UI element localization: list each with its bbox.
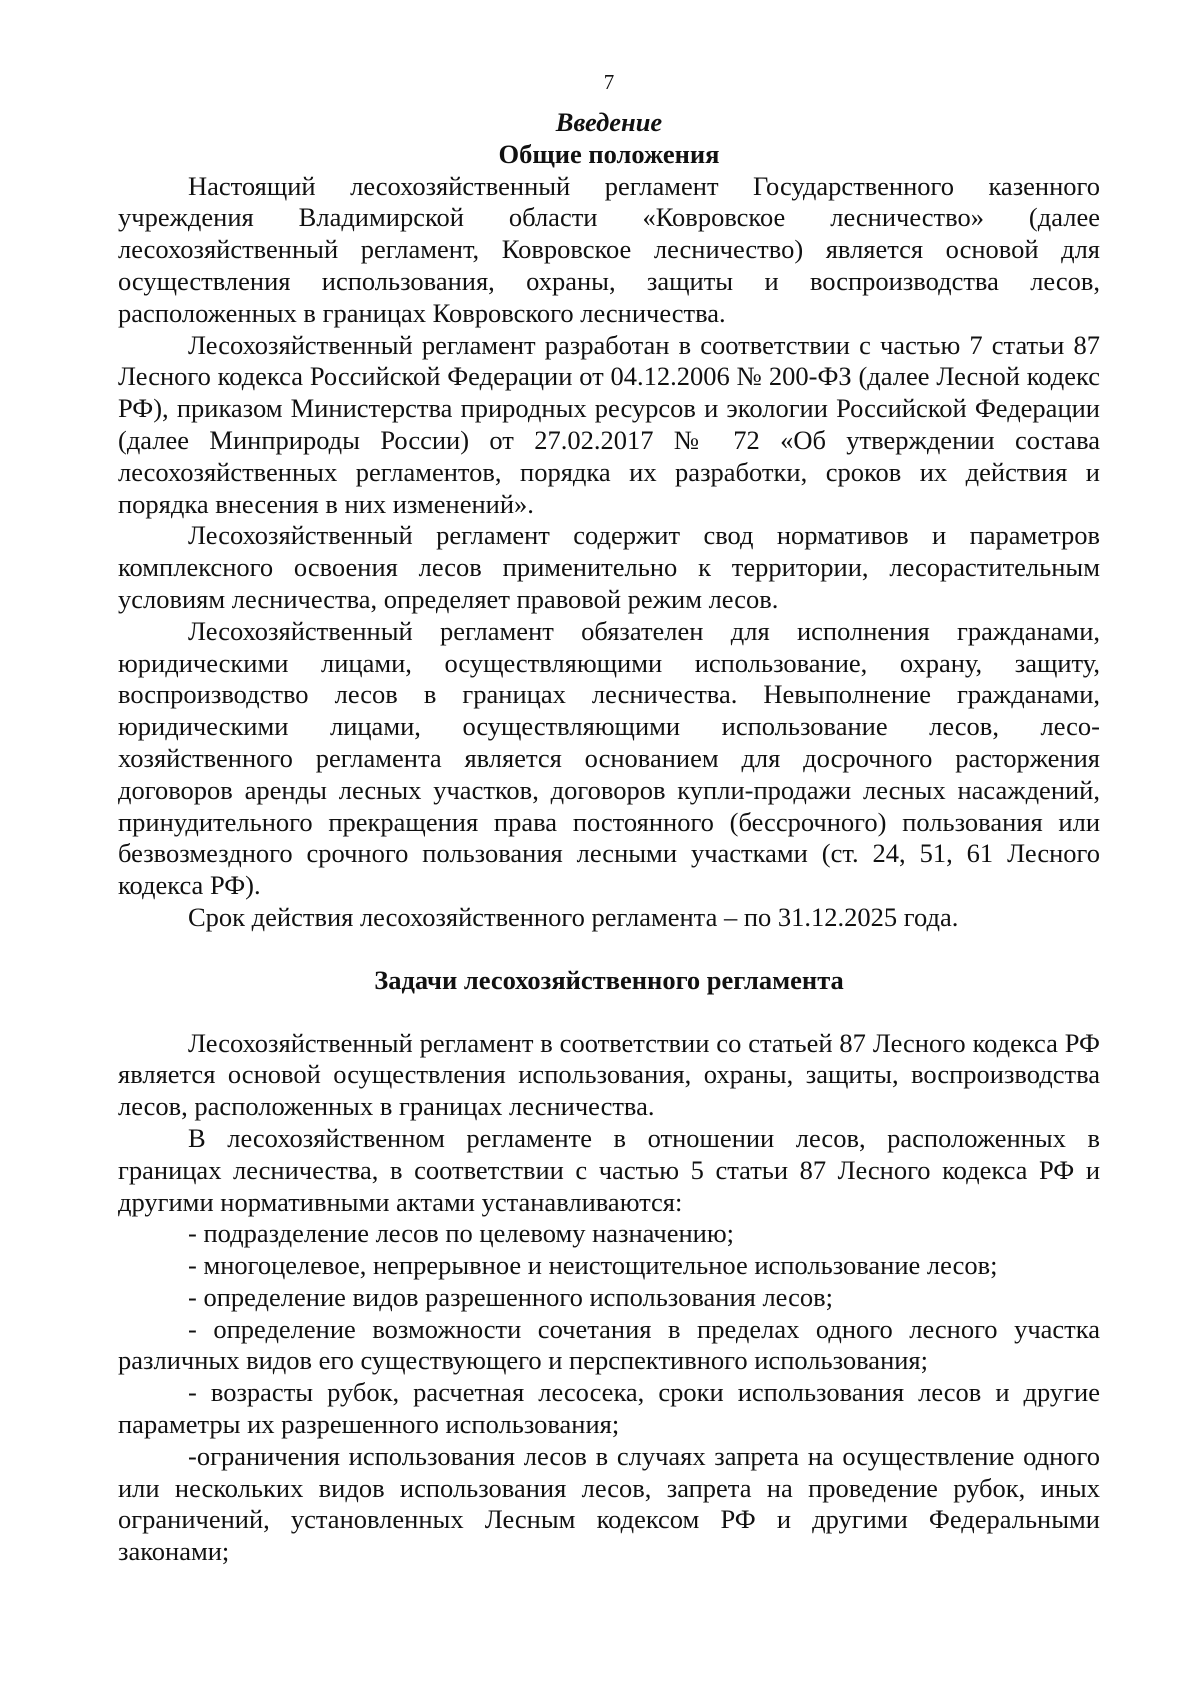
section-heading-general: Общие положения	[498, 138, 720, 169]
paragraph: Лесохозяйственный регламент в соответствии со статьей 87 Лесного кодекса РФ является основой осуществления использования, охраны, защиты, воспроизводства лесов, расположенных в границах лесничества.	[118, 1027, 1100, 1122]
list-item: - подразделение лесов по целевому назначению;	[188, 1218, 734, 1249]
list-item: -ограничения использования лесов в случаях запрета на осуществление одного или нескольких видов использования лесов, запрета на проведение рубок, иных ограничений, установленных Лесным кодексом РФ и другими Федеральными законами;	[118, 1440, 1100, 1567]
section-heading-tasks: Задачи лесохозяйственного регламента	[374, 964, 844, 995]
paragraph: Лесохозяйственный регламент разработан в соответствии с частью 7 статьи 87 Лесного кодекса Российской Федерации от 04.12.2006 № 200-ФЗ (далее Лесной кодекс РФ), приказом Министерства природных ресурсов и экологии Российской Федерации (далее Минприроды России) от 27.02.2017 № 72 «Об утверждении состава лесохозяйственных регламентов, порядка их разработки, сроков их действия и порядка внесения в них изменений».	[118, 329, 1100, 519]
paragraph: Срок действия лесохозяйственного регламента – по 31.12.2025 года.	[188, 901, 959, 932]
paragraph: Лесохозяйственный регламент обязателен для исполнения гражданами, юридическими лицами, осуществляющими использование, охрану, защиту, воспроизводство лесов в границах лесничества. Невыполнение гражданами, юридическими лицами, осуществляющими использование лесов, лесо-хозяйственного регламента является основанием для досрочного расторжения договоров аренды лесных участков, договоров купли-продажи лесных насаждений, принудительного прекращения права постоянного (бессрочного) пользования или безвозмездного срочного пользования лесными участками (ст. 24, 51, 61 Лесного кодекса РФ).	[118, 615, 1100, 901]
paragraph: Настоящий лесохозяйственный регламент Государственного казенного учреждения Владимирской области «Ковровское лесничество» (далее лесохозяйственный регламент, Ковровское лесничество) является основой для осуществления использования, охраны, защиты и воспроизводства лесов, расположенных в границах Ковровского лесничества.	[118, 170, 1100, 328]
page-number: 7	[603, 70, 615, 94]
list-item: - многоцелевое, непрерывное и неистощительное использование лесов;	[188, 1250, 998, 1281]
paragraph: Лесохозяйственный регламент содержит свод нормативов и параметров комплексного освоения лесов применительно к территории, лесорастительным условиям лесничества, определяет правовой режим лесов.	[118, 520, 1100, 614]
list-item: - определение видов разрешенного использования лесов;	[188, 1281, 833, 1312]
list-item: - определение возможности сочетания в пределах одного лесного участка различных видов его существующего и перспективного использования;	[118, 1313, 1100, 1376]
intro-heading: Введение	[555, 107, 663, 137]
list-item: - возрасты рубок, расчетная лесосека, сроки использования лесов и другие параметры их разрешенного использования;	[118, 1377, 1100, 1440]
paragraph: В лесохозяйственном регламенте в отношении лесов, расположенных в границах лесничества, в соответствии с частью 5 статьи 87 Лесного кодекса РФ и другими нормативными актами устанавливаются:	[118, 1122, 1100, 1217]
